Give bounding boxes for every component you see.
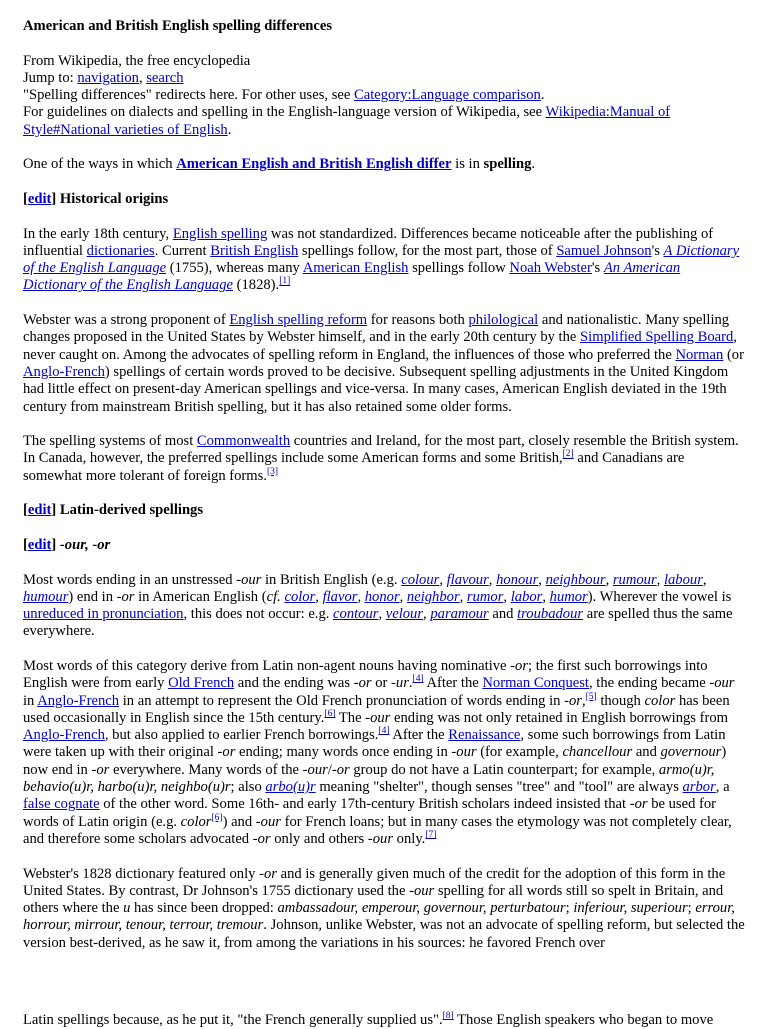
- category-language-comparison-link[interactable]: Category:Language comparison: [353, 87, 541, 104]
- link-rumor[interactable]: rumor: [466, 588, 504, 605]
- reference-link[interactable]: [4]: [412, 674, 424, 685]
- link-johnson-dictionary[interactable]: A Dictionary of the English Language: [23, 242, 740, 277]
- link-humor[interactable]: humor: [549, 588, 588, 605]
- link-contour[interactable]: contour: [333, 606, 379, 623]
- paragraph-continuation: Latin spellings because, as he put it, "the French generally supplied us".[8] Those English speakers who began to move: [23, 1011, 714, 1028]
- link-arbor[interactable]: arbor: [682, 779, 716, 796]
- link-honour[interactable]: honour: [496, 571, 539, 588]
- american-british-differ-link[interactable]: American English and British English differ: [176, 156, 452, 173]
- page-title: American and British English spelling differences: [23, 18, 333, 34]
- link-colour[interactable]: colour: [401, 571, 440, 588]
- edit-link[interactable]: edit: [27, 502, 52, 519]
- paragraph-our-or-2: Most words of this category derive from Latin non-agent nouns having nominative -or; the first such borrowings into English were from early Old French and the ending was -or or -ur.[4] After the Norman Conquest, the ending became -our in Anglo-French in an attempt to represent the Old French pronunciation of words ending in -or,[5] though color has been used occasionally in English since the 15th century.[6] The -our ending was not only retained in English borrowings from Anglo-French, but also applied to earlier French borrowings.[4] After the Renaissance, some such borrowings from Latin were taken up with their original -or ending; many words once ending in -our (for example, chancellour and governour) now end in -or everywhere. Many words of the -our/-or group do not have a Latin counterpart; for example, armo(u)r, behavio(u)r, harbo(u)r, neighbo(u)r; also arbo(u)r meaning "shelter", though senses "tree" and "tool" are always arbor, a false cognate of the other word. Some 16th- and early 17th-century British scholars indeed insisted that -or be used for words of Latin origin (e.g. color[6]) and -our for French loans; but in many cases the etymology was not completely clear, and therefore some scholars advocated -or only and others -our only.[7]: [23, 657, 735, 847]
- paragraph-our-or-1: Most words ending in an unstressed -our in British English (e.g. colour, flavour, honour, neighbour, rumour, labour, humour) end in -or in American English (cf. color, flavor, honor, neighbor, rumor, labor, humor). Wherever the vowel is unreduced in pronunciation, this does not occur: e.g. contour, velour, paramour and troubadour are spelled thus the same everywhere.: [23, 571, 733, 640]
- link-paramour[interactable]: paramour: [430, 606, 489, 623]
- reference-link[interactable]: [8]: [442, 1011, 454, 1022]
- reference-link[interactable]: [6]: [324, 709, 336, 720]
- link-simplified-spelling-board[interactable]: Simplified Spelling Board: [580, 329, 734, 346]
- link-color[interactable]: color: [284, 588, 316, 605]
- section-heading-historical-origins: [edit] Historical origins: [23, 190, 169, 207]
- article-header: From Wikipedia, the free encyclopedia Jump to: navigation, search "Spelling differences" redirects here. For other uses, see Category:Language comparison. For guidelines on dialects and spelling in the English-language version of Wikipedia, see Wikipedia:Manual of Style#National varieties of English.: [23, 52, 671, 138]
- link-norman-conquest[interactable]: Norman Conquest: [482, 675, 589, 692]
- guidelines-note: For guidelines on dialects and spelling in the English-language version of Wikipedia, see: [23, 104, 546, 121]
- redirect-note: "Spelling differences" redirects here. For other uses, see: [23, 87, 354, 104]
- link-american-english[interactable]: American English: [302, 260, 409, 277]
- link-english-spelling[interactable]: English spelling: [172, 225, 268, 242]
- link-flavor[interactable]: flavor: [322, 588, 358, 605]
- section-heading-latin-derived: [edit] Latin-derived spellings: [23, 502, 204, 519]
- reference-link[interactable]: [6]: [211, 812, 223, 823]
- link-norman[interactable]: Norman: [675, 346, 724, 363]
- link-webster-dictionary[interactable]: An American Dictionary of the English Language: [23, 260, 681, 294]
- link-troubadour[interactable]: troubadour: [517, 606, 584, 623]
- link-dictionaries[interactable]: dictionaries: [86, 242, 155, 259]
- link-philological[interactable]: philological: [468, 312, 539, 329]
- link-rumour[interactable]: rumour: [612, 571, 657, 588]
- link-labour[interactable]: labour: [663, 571, 703, 588]
- link-velour[interactable]: velour: [385, 606, 424, 623]
- manual-of-style-link[interactable]: Wikipedia:Manual of Style#National varieties of English: [23, 104, 671, 138]
- article-content: [23, 18, 745, 969]
- intro-paragraph: One of the ways in which American English and British English differ is in spelling.: [23, 156, 536, 173]
- link-anglo-french[interactable]: Anglo-French: [37, 692, 120, 709]
- link-noah-webster[interactable]: Noah Webster: [509, 260, 592, 277]
- link-flavour[interactable]: flavour: [446, 571, 489, 588]
- link-neighbour[interactable]: neighbour: [545, 571, 606, 588]
- reference-link[interactable]: [3]: [266, 466, 279, 477]
- link-samuel-johnson[interactable]: Samuel Johnson: [556, 242, 652, 259]
- link-unreduced-in-pronunciation[interactable]: unreduced in pronunciation: [23, 606, 184, 623]
- link-renaissance[interactable]: Renaissance: [448, 727, 521, 744]
- reference-link[interactable]: [1]: [279, 276, 291, 287]
- link-commonwealth[interactable]: Commonwealth: [196, 433, 291, 450]
- reference-link[interactable]: [5]: [585, 691, 597, 702]
- link-false-cognate[interactable]: false cognate: [23, 796, 100, 813]
- link-english-spelling-reform[interactable]: English spelling reform: [229, 312, 368, 329]
- paragraph-historical-1: In the early 18th century, English spelling was not standardized. Differences became noticeable after the publishing of influential dictionaries. Current British English spellings follow, for the most part, those of Samuel Johnson's A Dictionary of the English Language (1755), whereas many American English spellings follow Noah Webster's An American Dictionary of the English Language (1828).[1]: [23, 225, 740, 294]
- edit-link[interactable]: edit: [27, 536, 52, 553]
- search-link[interactable]: search: [146, 69, 184, 86]
- link-old-french[interactable]: Old French: [168, 675, 235, 692]
- jump-to-label: Jump to:: [23, 69, 78, 86]
- link-arbour[interactable]: arbo(u)r: [265, 779, 316, 796]
- navigation-link[interactable]: navigation: [77, 69, 139, 86]
- link-neighbor[interactable]: neighbor: [406, 588, 460, 605]
- link-humour[interactable]: humour: [23, 588, 69, 605]
- reference-link[interactable]: [4]: [378, 726, 390, 737]
- link-anglo-french[interactable]: Anglo-French: [23, 363, 105, 380]
- link-british-english[interactable]: British English: [210, 242, 299, 259]
- link-anglo-french[interactable]: Anglo-French: [23, 727, 105, 744]
- reference-link[interactable]: [7]: [425, 830, 437, 841]
- link-labor[interactable]: labor: [510, 588, 543, 605]
- paragraph-historical-3: The spelling systems of most Commonwealth countries and Ireland, for the most part, closely resemble the British system. In Canada, however, the preferred spellings include some American forms and some British,[2] and Canadians are somewhat more tolerant of foreign forms.[3]: [23, 433, 739, 484]
- site-tagline: From Wikipedia, the free encyclopedia: [23, 52, 251, 69]
- edit-link[interactable]: edit: [27, 190, 52, 207]
- paragraph-our-or-3: Webster's 1828 dictionary featured only -or and is generally given much of the credit for the adoption of this form in the United States. By contrast, Dr Johnson's 1755 dictionary used the -our spelling for all words still so spelt in Britain, and others where the u has since been dropped: ambassadour, emperour, governour, perturbatour; inferiour, superiour; errour, horrour, mirrour, tenour, terrour, tremour. Johnson, unlike Webster, was not an advocate of spelling reform, but selected the version best-derived, as he saw it, from among the variations in his sources: he favored French over: [23, 865, 745, 951]
- link-honor[interactable]: honor: [364, 588, 400, 605]
- section-heading-our-or: [edit] -our, -or: [23, 536, 111, 553]
- reference-link[interactable]: [2]: [562, 449, 574, 460]
- paragraph-historical-2: Webster was a strong proponent of English spelling reform for reasons both philological and nationalistic. Many spelling changes proposed in the United States by Webster himself, and in the early 20th century by the Simplified Spelling Board, never caught on. Among the advocates of spelling reform in England, the influences of those who preferred the Norman (or Anglo-French) spellings of certain words proved to be decisive. Subsequent spelling adjustments in the United Kingdom had little effect on present-day American spellings and vice-versa. In many cases, American English deviated in the 19th century from mainstream British spelling, but it has also retained some older forms.: [23, 312, 744, 415]
